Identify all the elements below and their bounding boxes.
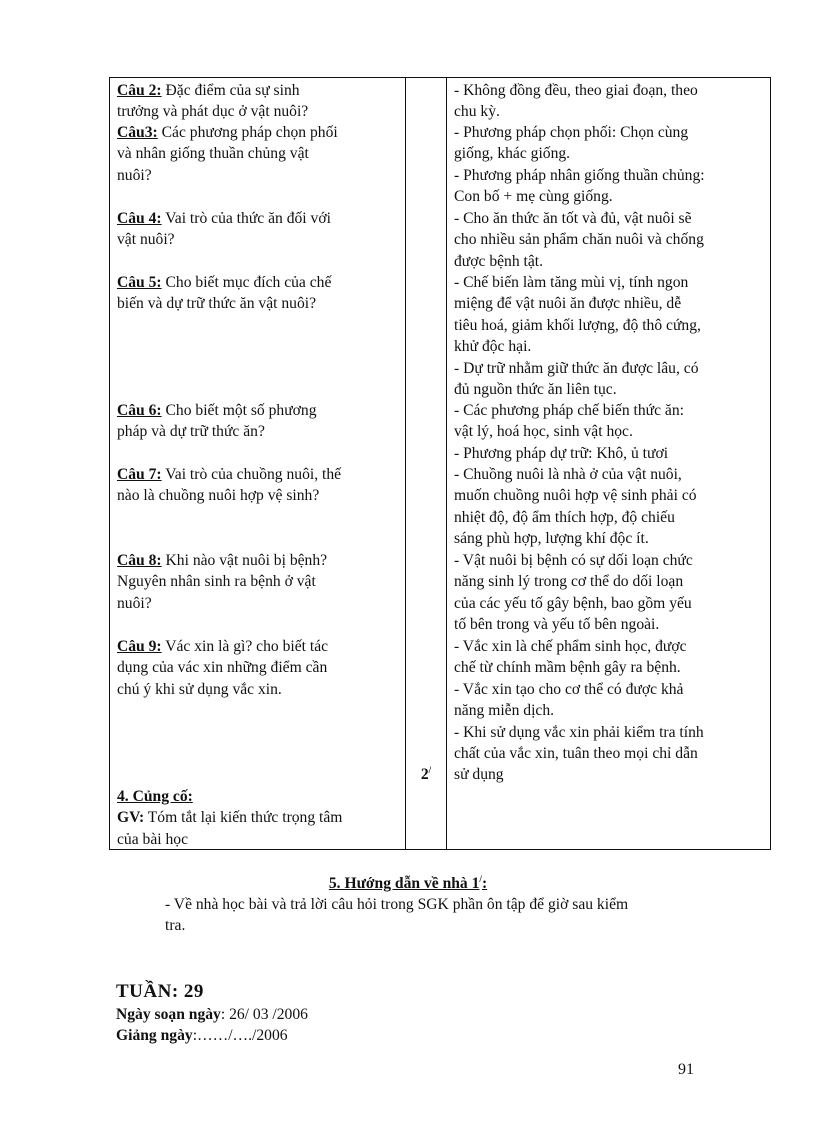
question-5: Câu 5: Cho biết mục đích của chế biến và dự trữ thức ăn vật nuôi? <box>117 274 332 313</box>
answer-6: - Các phương pháp chế biến thức ăn: vật lý, hoá học, sinh vật học. - Phương pháp dự trữ: Khô, ủ tươi <box>454 402 684 462</box>
homework-title: 5. Hướng dẫn về nhà 1/: <box>328 874 488 893</box>
gv-label: GV: <box>117 809 145 827</box>
question-label: Câu 5: <box>117 274 162 291</box>
question-label: Câu 6: <box>117 402 162 419</box>
answer-9: - Vắc xin là chế phẩm sinh học, được chế từ chính mầm bệnh gây ra bệnh. - Vắc xin tạo cho cơ thể có được khả năng miễn dịch. - Khi sử dụng vắc xin phải kiểm tra tính chất của vắc xin, tuân theo mọi chỉ dẫn sử dụng <box>454 638 704 784</box>
homework-instructions: - Về nhà học bài và trả lời câu hỏi trong SGK phần ôn tập để giờ sau kiểm tra. <box>165 896 629 935</box>
question-7: Câu 7: Vai trò của chuồng nuôi, thế nào là chuồng nuôi hợp vệ sinh? <box>117 466 342 505</box>
answer-2: - Không đồng đều, theo giai đoạn, theo chu kỳ. <box>454 82 698 121</box>
qa-table <box>109 77 771 850</box>
question-4: Câu 4: Vai trò của thức ăn đối với vật nuôi? <box>117 210 331 249</box>
answer-4: - Cho ăn thức ăn tốt và đủ, vật nuôi sẽ cho nhiều sản phẩm chăn nuôi và chống được bệnh tật. <box>454 210 704 270</box>
question-label: Câu 9: <box>117 638 162 655</box>
time-duration: 2/ <box>420 765 432 784</box>
prep-date: Ngày soạn ngày: 26/ 03 /2006 <box>116 1006 308 1023</box>
question-label: Câu 4: <box>117 210 162 227</box>
question-label: Câu 8: <box>117 552 162 569</box>
answer-8: - Vật nuôi bị bệnh có sự dối loạn chức năng sinh lý trong cơ thể do dối loạn của các yếu tố gây bệnh, bao gồm yếu tố bên trong và yếu tố bên ngoài. <box>454 552 693 634</box>
column-divider <box>446 78 447 849</box>
column-divider <box>405 78 406 849</box>
consolidate-section: 4. Củng cố: GV: Tóm tắt lại kiến thức trọng tâm của bài học <box>117 786 399 850</box>
question-9: Câu 9: Vác xin là gì? cho biết tác dụng của vác xin những điểm cần chú ý khi sử dụng vắc xin. <box>117 638 329 698</box>
question-3: Câu3: Các phương pháp chọn phối và nhân giống thuần chủng vật nuôi? <box>117 124 338 184</box>
answer-3: - Phương pháp chọn phối: Chọn cùng giống, khác giống. - Phương pháp nhân giống thuần chủng: Con bố + mẹ cùng giống. <box>454 124 705 206</box>
answer-5: - Chế biến làm tăng mùi vị, tính ngon miệng để vật nuôi ăn được nhiều, dễ tiêu hoá, giảm khối lượng, độ thô cứng, khử độc hại. - Dự trữ nhằm giữ thức ăn được lâu, có đủ nguồn thức ăn liên tục. <box>454 274 701 399</box>
answer-7: - Chuồng nuôi là nhà ở của vật nuôi, muốn chuồng nuôi hợp vệ sinh phải có nhiệt độ, độ ẩm thích hợp, độ chiếu sáng phù hợp, lượng khí độc ít. <box>454 466 697 548</box>
question-2: Câu 2: Đặc điểm của sự sinh trưởng và phát dục ở vật nuôi? <box>117 82 309 121</box>
question-6: Câu 6: Cho biết một số phương pháp và dự trữ thức ăn? <box>117 402 317 441</box>
week-label: TUẦN: 29 <box>116 981 204 1002</box>
question-8: Câu 8: Khi nào vật nuôi bị bệnh? Nguyên nhân sinh ra bệnh ở vật nuôi? <box>117 552 328 612</box>
question-label: Câu 7: <box>117 466 162 483</box>
question-label: Câu 2: <box>117 82 162 99</box>
page-number: 91 <box>678 1061 694 1078</box>
teach-date: Giảng ngày:……/…./2006 <box>116 1027 288 1044</box>
consolidate-heading: 4. Củng cố: <box>117 788 193 805</box>
question-label: Câu3: <box>117 124 158 141</box>
